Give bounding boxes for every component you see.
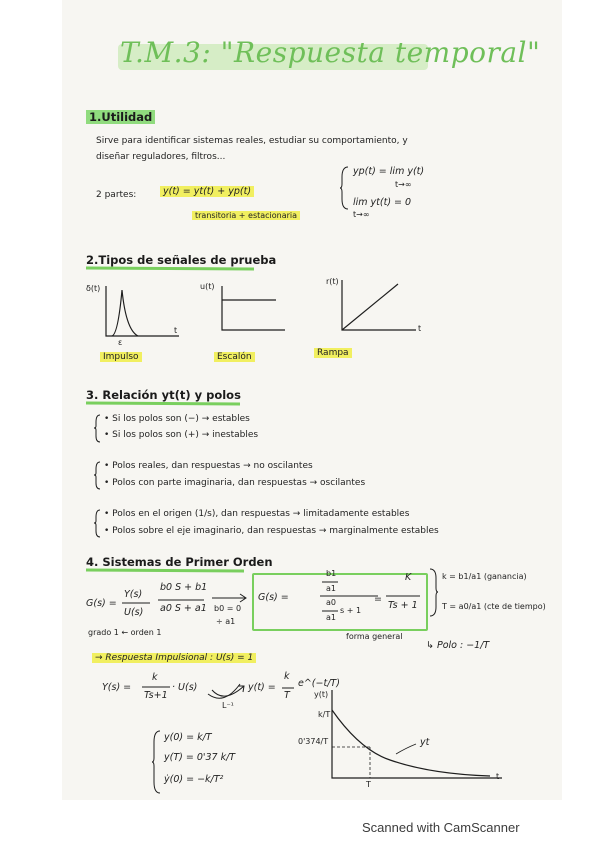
relacion-braces <box>94 414 102 544</box>
ys-bar-arrow <box>140 680 200 706</box>
g2-num-bot: a1 <box>326 584 336 593</box>
frac1-num: Y(s) <box>124 589 143 600</box>
escalon-graph <box>220 286 290 336</box>
page-title: T.M.3: "Respuesta temporal" <box>120 36 541 69</box>
yt-k: k <box>284 671 290 682</box>
grado-note: grado 1 ← orden 1 <box>88 628 162 637</box>
graph-T-label: T <box>366 780 371 789</box>
g2-ts: Ts + 1 <box>388 600 418 611</box>
graph-kt-label: k/T <box>318 710 331 719</box>
brace-initial <box>152 730 162 794</box>
impulso-axis-label: δ(t) <box>86 284 101 293</box>
relacion-line-6: • Polos sobre el eje imaginario, dan respuestas → marginalmente estables <box>104 526 439 536</box>
y0: y(0) = k/T <box>164 732 212 743</box>
partes-formula: y(t) = yt(t) + yp(t) <box>160 186 254 197</box>
utilidad-line-1: Sirve para identificar sistemas reales, estudiar su comportamiento, y <box>96 136 408 146</box>
yt-exp: e^(−t/T) <box>298 678 340 689</box>
impulso-graph <box>104 286 184 346</box>
g2-num-top: b1 <box>326 569 337 578</box>
utilidad-line-2: diseñar reguladores, filtros... <box>96 152 226 162</box>
g-lhs: G(s) = <box>86 598 117 609</box>
limit-yp-sub: t→∞ <box>395 180 412 189</box>
rampa-axis-label: r(t) <box>326 277 339 286</box>
primer-orden-underline <box>86 568 246 574</box>
impulso-epsilon: ε <box>118 338 123 347</box>
partes-labels: transitoria + estacionaria <box>192 211 300 220</box>
heading-tipos: 2.Tipos de señales de prueba <box>86 253 277 267</box>
ys-tail: · U(s) <box>172 682 198 693</box>
g2-eq: = <box>374 594 382 605</box>
k-def: k = b1/a1 (ganancia) <box>442 572 527 581</box>
tipos-underline <box>86 266 256 272</box>
escalon-axis-label: u(t) <box>200 282 215 291</box>
relacion-line-1: • Si los polos son (−) → estables <box>104 414 250 424</box>
yT: y(T) = 0'37 k/T <box>164 752 236 763</box>
ys-den: Ts+1 <box>144 690 168 701</box>
escalon-label: Escalón <box>214 352 255 362</box>
g2-den-tail: s + 1 <box>340 606 362 615</box>
relacion-line-2: • Si los polos son (+) → inestables <box>104 430 259 440</box>
g2-den-bot: a1 <box>326 613 336 622</box>
polo-def: ↳ Polo : −1/T <box>426 640 490 651</box>
partes-prefix: 2 partes: <box>96 190 137 200</box>
rampa-graph <box>340 280 420 336</box>
relacion-underline <box>86 401 242 407</box>
graph-curve-label: yt <box>420 737 430 748</box>
graph-t-label: t <box>496 772 500 781</box>
yt-T: T <box>284 690 290 701</box>
graph-y-label: y(t) <box>314 690 329 699</box>
limit-yt: lim yt(t) = 0 <box>353 197 412 208</box>
frac2-den: a0 S + a1 <box>160 603 207 614</box>
inverse-label: L⁻¹ <box>222 701 234 710</box>
heading-primer-orden: 4. Sistemas de Primer Orden <box>86 555 273 569</box>
ys-lhs: Y(s) = <box>102 682 132 693</box>
g2-lhs: G(s) = <box>258 592 289 603</box>
frac1-den: U(s) <box>124 607 144 618</box>
yt-bar <box>282 686 298 690</box>
heading-relacion: 3. Relación yt(t) y polos <box>86 388 241 402</box>
limit-yp: yp(t) = lim y(t) <box>353 166 425 177</box>
t-def: T = a0/a1 (cte de tiempo) <box>442 602 546 611</box>
rampa-t: t <box>418 324 422 333</box>
g2-frac-bars <box>316 578 426 618</box>
cond-div: ÷ a1 <box>216 617 236 626</box>
frac2-num: b0 S + b1 <box>160 582 208 593</box>
heading-utilidad: 1.Utilidad <box>86 110 155 124</box>
yt-eq: y(t) = <box>248 682 276 693</box>
impulso-t: t <box>174 326 178 335</box>
g2-k: K <box>405 572 412 583</box>
scanner-watermark: Scanned with CamScanner <box>362 820 520 835</box>
ys-num: k <box>152 672 158 683</box>
rampa-label: Rampa <box>314 348 352 358</box>
relacion-line-4: • Polos con parte imaginaria, dan respuestas → oscilantes <box>104 478 366 488</box>
impulso-label: Impulso <box>100 352 142 362</box>
brace-defs <box>428 568 438 618</box>
forma-general: forma general <box>346 632 403 641</box>
brace-limits <box>340 166 350 210</box>
cond-b0: b0 = 0 <box>214 604 242 613</box>
heading-impulsional: → Respuesta Impulsional : U(s) = 1 <box>92 653 256 663</box>
g2-den-top: a0 <box>326 598 336 607</box>
relacion-line-3: • Polos reales, dan respuestas → no oscilantes <box>104 461 313 471</box>
relacion-line-5: • Polos en el origen (1/s), dan respuestas → limitadamente estables <box>104 509 410 519</box>
limit-yt-sub: t→∞ <box>353 210 370 219</box>
graph-037-label: 0'374/T <box>298 737 329 746</box>
ydot0: ẏ(0) = −k/T² <box>164 774 224 785</box>
